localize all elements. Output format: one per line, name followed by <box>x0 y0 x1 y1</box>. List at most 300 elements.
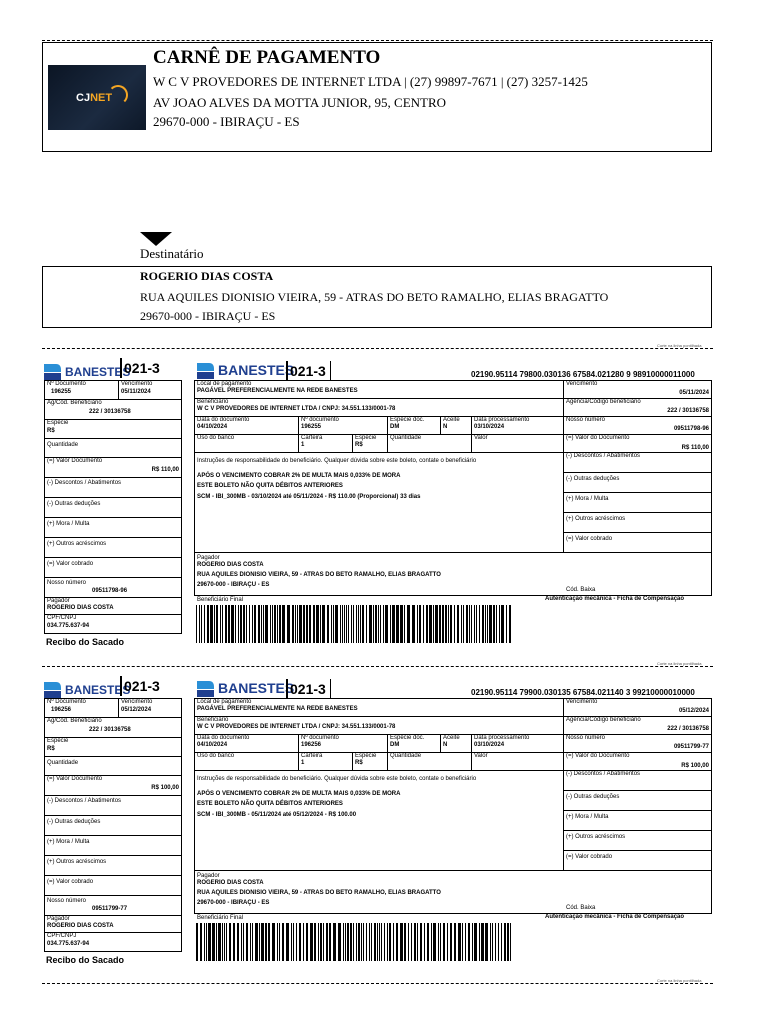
barcode-bar <box>485 923 488 961</box>
barcode-bar <box>270 605 271 643</box>
barcode-bar <box>343 923 344 961</box>
currency <box>352 752 388 771</box>
label: (-) Outras deduções <box>566 794 620 800</box>
barcode-bar <box>474 605 475 643</box>
label: Valor <box>474 435 488 441</box>
label: Aceite <box>443 735 460 741</box>
barcode-bar <box>299 605 302 643</box>
deductions <box>563 790 712 811</box>
barcode-bar <box>313 605 315 643</box>
barcode-bar <box>356 605 357 643</box>
instruction-line: APÓS O VENCIMENTO COBRAR 2% DE MULTA MAIS 0,033% DE MORA <box>197 473 401 479</box>
barcode-bar <box>499 605 500 643</box>
barcode-bar <box>471 605 472 643</box>
barcode-bar <box>457 605 459 643</box>
bank-code: 021-3 <box>286 361 331 381</box>
barcode-bar <box>255 923 258 961</box>
recipient-box <box>42 266 712 328</box>
barcode-bar <box>353 923 354 961</box>
barcode-bar <box>250 923 251 961</box>
barcode-bar <box>404 605 405 643</box>
barcode-bar <box>331 605 332 643</box>
barcode-bar <box>204 605 205 643</box>
barcode-bar <box>465 923 466 961</box>
barcode-bar <box>438 923 439 961</box>
barcode-bar <box>235 605 236 643</box>
due-date <box>563 698 712 717</box>
barcode-bar <box>366 605 367 643</box>
payer <box>194 552 712 596</box>
barcode-bar <box>458 923 461 961</box>
discounts <box>563 452 712 473</box>
barcode-bar <box>411 923 412 961</box>
label: (=) Valor Documento <box>47 776 103 782</box>
barcode-bar <box>252 605 253 643</box>
issuer-header <box>42 42 712 152</box>
document-number <box>298 734 388 753</box>
receipt-additions <box>44 855 182 876</box>
receipt-currency <box>44 419 182 439</box>
barcode-bar <box>369 605 372 643</box>
barcode-bar <box>204 923 205 961</box>
label: Agência/Código beneficiário <box>566 717 641 723</box>
instructions <box>194 452 564 553</box>
payer-address: RUA AQUILES DIONISIO VIEIRA, 59 - ATRAS DO BETO RAMALHO, ELIAS BRAGATTO <box>197 572 441 578</box>
receipt-cpf <box>44 932 182 952</box>
value: R$ 100,00 <box>681 763 709 769</box>
barcode-bar <box>351 605 352 643</box>
barcode-bar <box>207 605 209 643</box>
portfolio <box>298 752 353 771</box>
barcode-bar <box>272 923 275 961</box>
barcode-bar <box>295 605 296 643</box>
barcode-bar <box>462 923 463 961</box>
barcode-bar <box>424 923 425 961</box>
barcode-bar <box>265 923 267 961</box>
label: Data do documento <box>197 735 250 741</box>
label: (+) Mora / Multa <box>47 839 90 845</box>
barcode-bar <box>485 605 486 643</box>
barcode-bar <box>216 605 218 643</box>
barcode-bar <box>417 605 418 643</box>
label: (-) Descontos / Abatimentos <box>566 453 641 459</box>
barcode-bar <box>454 605 455 643</box>
barcode-bar <box>306 605 308 643</box>
beneficiary <box>194 716 564 735</box>
barcode-bar <box>282 605 285 643</box>
company-city: 29670-000 - IBIRAÇU - ES <box>153 114 300 129</box>
barcode-bar <box>292 605 294 643</box>
barcode-bar <box>431 923 432 961</box>
document-value <box>563 752 712 771</box>
barcode-bar <box>208 923 211 961</box>
barcode-bar <box>342 605 343 643</box>
receipt-quantity <box>44 438 182 458</box>
label: (-) Outras deduções <box>566 476 620 482</box>
barcode-bar <box>463 605 464 643</box>
label: Nº Documento <box>47 699 86 705</box>
barcode-bar <box>201 605 202 643</box>
our-number <box>563 734 712 753</box>
barcode-bar <box>426 605 428 643</box>
payment-coupon-1 <box>0 343 768 658</box>
additions <box>563 512 712 533</box>
label: Quantidade <box>390 435 422 441</box>
barcode-bar <box>448 605 449 643</box>
barcode-bar <box>381 923 382 961</box>
barcode-bar <box>496 605 497 643</box>
value: ROGERIO DIAS COSTA <box>47 923 114 929</box>
value: 222 / 30136758 <box>667 408 709 414</box>
payment-coupon-2 <box>0 661 768 976</box>
barcode-bar <box>385 605 388 643</box>
barcode-bar <box>501 923 502 961</box>
barcode-bar <box>383 605 384 643</box>
label: (-) Descontos / Abatimentos <box>47 480 122 486</box>
barcode-bar <box>340 605 341 643</box>
label: Vencimento <box>121 699 153 705</box>
amount-charged <box>563 532 712 553</box>
barcode-bar <box>246 923 248 961</box>
cut-label: Corte na linha pontilhada <box>657 661 702 666</box>
due-date <box>563 380 712 399</box>
instruction-line: SCM - IBI_300MB - 03/10/2024 até 05/11/2024 - R$ 110.00 (Proporcional) 33 dias <box>197 494 421 500</box>
document-type <box>387 416 441 435</box>
cut-line-top <box>42 40 713 41</box>
barcode-bar <box>243 605 245 643</box>
label: Nosso número <box>566 417 606 423</box>
label: Quantidade <box>47 442 79 448</box>
value: 05/12/2024 <box>678 708 709 714</box>
barcode-bar <box>263 605 264 643</box>
receipt-quantity <box>44 756 182 776</box>
banestes-logo-icon <box>42 680 62 700</box>
bank-logo <box>42 360 131 382</box>
label: Vencimento <box>566 699 598 705</box>
barcode-bar <box>420 923 422 961</box>
receipt-doc-number <box>44 698 119 718</box>
barcode-bar <box>371 923 372 961</box>
cut-line <box>42 666 713 667</box>
label: Pagador <box>47 916 70 922</box>
penalty <box>563 810 712 831</box>
label: Data processamento <box>474 735 530 741</box>
label: Espécie doc. <box>390 417 425 423</box>
label: (-) Outras deduções <box>47 819 101 825</box>
quantity <box>387 434 472 453</box>
receipt-due-date <box>118 698 182 718</box>
label: Nosso número <box>47 580 87 586</box>
barcode-bar <box>293 923 294 961</box>
label: Nº documento <box>301 417 339 423</box>
barcode-bar <box>212 923 215 961</box>
instruction-line: ESTE BOLETO NÃO QUITA DÉBITOS ANTERIORES <box>197 801 343 807</box>
barcode-bar <box>366 923 367 961</box>
bank-name: BANESTES <box>218 680 295 696</box>
recipient-city: 29670-000 - IBIRAÇU - ES <box>140 309 276 323</box>
label: Quantidade <box>390 753 422 759</box>
label: (+) Outros acréscimos <box>47 541 107 547</box>
barcode-bar <box>277 923 278 961</box>
value: W C V PROVEDORES DE INTERNET LTDA / CNPJ: 34.551.133/0001-78 <box>197 724 396 730</box>
barcode-bar <box>226 923 227 961</box>
label: Data processamento <box>474 417 530 423</box>
label: (+) Outros acréscimos <box>47 859 107 865</box>
barcode-bar <box>333 605 334 643</box>
barcode-bar <box>469 605 470 643</box>
label: Beneficiário <box>197 717 229 723</box>
value: R$ 100,00 <box>151 785 179 791</box>
label: Nosso número <box>566 735 606 741</box>
barcode-bar <box>347 923 349 961</box>
label: (=) Valor do Documento <box>566 753 630 759</box>
value: 222 / 30136758 <box>89 409 131 415</box>
barcode-bar <box>303 923 304 961</box>
barcode-bar <box>282 923 284 961</box>
down-arrow-icon <box>140 232 172 246</box>
label: (=) Valor cobrado <box>566 536 613 542</box>
digitable-line: 02190.95114 79900.030135 67584.021140 3 99210000010000 <box>471 688 695 697</box>
barcode-bar <box>287 605 290 643</box>
value: 04/10/2024 <box>197 742 228 748</box>
barcode-bar <box>487 605 488 643</box>
barcode-bar <box>327 605 329 643</box>
barcode-bar <box>268 923 270 961</box>
bank-use <box>194 752 299 771</box>
final-beneficiary-label: Beneficiário Final <box>197 915 244 921</box>
barcode-bar <box>440 923 441 961</box>
barcode-bar <box>404 923 406 961</box>
instructions-label: Instruções de responsabilidade do beneficiário. Qualquer dúvida sobre este boleto, contate o beneficiário <box>197 458 477 464</box>
label: (=) Valor cobrado <box>47 879 94 885</box>
barcode-bar <box>419 605 421 643</box>
receipt-doc-number <box>44 380 119 400</box>
barcode-bar <box>363 923 364 961</box>
additions <box>563 830 712 851</box>
value: 196255 <box>301 424 322 430</box>
label: Pagador <box>197 555 220 561</box>
label: (+) Mora / Multa <box>566 814 609 820</box>
value: 05/11/2024 <box>121 389 151 395</box>
barcode-bar <box>316 605 319 643</box>
barcode-bar <box>222 605 223 643</box>
barcode-bar <box>433 605 434 643</box>
label: CPF/CNPJ <box>47 615 77 621</box>
barcode-bar <box>291 923 292 961</box>
receipt-payer <box>44 915 182 933</box>
value: 196255 <box>51 389 72 395</box>
cut-line <box>42 348 713 349</box>
document-date <box>194 734 299 753</box>
value: 196256 <box>51 707 72 713</box>
barcode-bar <box>454 923 456 961</box>
bank-code: 021-3 <box>120 358 160 378</box>
portfolio <box>298 434 353 453</box>
bank-use <box>194 434 299 453</box>
processing-date <box>471 416 564 435</box>
label: Valor <box>474 753 488 759</box>
barcode-bar <box>261 605 262 643</box>
label: Pagador <box>47 598 70 604</box>
value: R$ 110,00 <box>151 467 179 473</box>
barcode-bar <box>374 923 376 961</box>
barcode-bar <box>228 605 230 643</box>
label: (+) Mora / Multa <box>47 521 90 527</box>
barcode-bar <box>510 923 511 961</box>
barcode-bar <box>344 605 345 643</box>
label: (-) Descontos / Abatimentos <box>47 798 122 804</box>
barcode-bar <box>501 605 504 643</box>
label: Agência/Código beneficiário <box>566 399 641 405</box>
value: R$ <box>47 746 55 752</box>
cut-label: Corte na linha pontilhada <box>657 978 702 983</box>
banestes-logo-icon <box>195 679 215 699</box>
barcode-bar <box>506 605 507 643</box>
barcode-bar <box>412 605 415 643</box>
barcode-bar <box>439 605 441 643</box>
label: Ag/Cód. Beneficiário <box>47 718 102 724</box>
bank-name: BANESTES <box>65 365 131 379</box>
value: 09511798-96 <box>92 588 128 594</box>
recipient-label: Destinatário <box>140 246 204 261</box>
barcode-bar <box>495 923 496 961</box>
receipt-charged <box>44 875 182 896</box>
agency-code <box>563 716 712 735</box>
barcode <box>196 923 514 961</box>
barcode-bar <box>196 923 198 961</box>
barcode-bar <box>442 605 444 643</box>
barcode-bar <box>504 923 506 961</box>
barcode-bar <box>338 923 341 961</box>
barcode-bar <box>360 605 361 643</box>
instruction-line: SCM - IBI_300MB - 05/11/2024 até 05/12/2024 - R$ 100.00 <box>197 812 357 818</box>
cut-line-bottom <box>42 983 713 984</box>
barcode-bar <box>450 605 452 643</box>
barcode-bar <box>238 605 239 643</box>
barcode-bar <box>466 605 468 643</box>
receipt-charged <box>44 557 182 578</box>
barcode-bar <box>233 923 235 961</box>
page-title: CARNÊ DE PAGAMENTO <box>153 47 381 68</box>
label: Ag/Cód. Beneficiário <box>47 400 102 406</box>
barcode-bar <box>237 923 239 961</box>
label: (=) Valor cobrado <box>47 561 94 567</box>
barcode-bar <box>387 923 388 961</box>
receipt-our-number <box>44 577 182 598</box>
barcode-bar <box>390 605 391 643</box>
barcode-bar <box>423 605 424 643</box>
receipt-deductions <box>44 497 182 518</box>
document-date <box>194 416 299 435</box>
cod-baixa-label: Cód. Baixa <box>566 905 596 911</box>
barcode-bar <box>489 605 492 643</box>
instructions-label: Instruções de responsabilidade do beneficiário. Qualquer dúvida sobre este boleto, contate o beneficiário <box>197 776 477 782</box>
label: Nosso número <box>47 898 87 904</box>
receipt-penalty <box>44 517 182 538</box>
label: Data do documento <box>197 417 250 423</box>
barcode-bar <box>297 605 298 643</box>
barcode-bar <box>299 923 301 961</box>
barcode-bar <box>490 923 491 961</box>
barcode-bar <box>435 605 438 643</box>
receipt-doc-value <box>44 457 182 478</box>
bank-code: 021-3 <box>120 676 160 696</box>
barcode-bar <box>199 605 200 643</box>
barcode-bar <box>252 923 253 961</box>
cod-baixa-label: Cód. Baixa <box>566 587 596 593</box>
payer-address: RUA AQUILES DIONISIO VIEIRA, 59 - ATRAS DO BETO RAMALHO, ELIAS BRAGATTO <box>197 890 441 896</box>
receipt-penalty <box>44 835 182 856</box>
label: Espécie <box>355 435 377 441</box>
barcode-bar <box>377 923 378 961</box>
barcode-bar <box>216 923 217 961</box>
barcode-bar <box>218 923 221 961</box>
barcode-bar <box>380 605 381 643</box>
barcode-bar <box>414 923 416 961</box>
bank-logo <box>195 677 295 699</box>
label: CPF/CNPJ <box>47 933 77 939</box>
barcode-bar <box>326 923 328 961</box>
barcode-bar <box>358 923 360 961</box>
barcode-bar <box>318 923 319 961</box>
receipt-cpf <box>44 614 182 634</box>
our-number <box>563 416 712 435</box>
instruction-line: ESTE BOLETO NÃO QUITA DÉBITOS ANTERIORES <box>197 483 343 489</box>
value: 1 <box>301 442 305 448</box>
value-field <box>471 752 564 771</box>
label: (+) Outros acréscimos <box>566 516 626 522</box>
company-address: AV JOAO ALVES DA MOTTA JUNIOR, 95, CENTRO <box>153 95 447 110</box>
barcode-bar <box>274 605 276 643</box>
banestes-logo-icon <box>195 361 215 381</box>
barcode-bar <box>498 923 499 961</box>
barcode-bar <box>389 923 391 961</box>
value: 05/12/2024 <box>121 707 152 713</box>
digitable-line: 02190.95114 79800.030136 67584.021280 9 98910000011000 <box>471 370 695 379</box>
value: DM <box>390 742 400 748</box>
barcode-bar <box>396 923 398 961</box>
amount-charged <box>563 850 712 871</box>
barcode-bar <box>479 923 480 961</box>
barcode <box>196 605 514 643</box>
barcode-bar <box>265 605 268 643</box>
barcode-bar <box>433 923 436 961</box>
label: Uso do banco <box>197 435 235 441</box>
barcode-bar <box>206 923 207 961</box>
barcode-bar <box>373 605 374 643</box>
document-value <box>563 434 712 453</box>
barcode-bar <box>261 923 264 961</box>
value: 222 / 30136758 <box>89 727 131 733</box>
barcode-bar <box>231 605 234 643</box>
bank-name: BANESTES <box>65 683 131 697</box>
barcode-bar <box>408 923 409 961</box>
barcode-bar <box>369 923 370 961</box>
barcode-bar <box>481 923 484 961</box>
payer-name: ROGERIO DIAS COSTA <box>197 562 264 568</box>
barcode-bar <box>361 923 362 961</box>
barcode-bar <box>356 923 357 961</box>
barcode-bar <box>445 605 447 643</box>
barcode-bar <box>279 605 281 643</box>
receipt-discounts <box>44 795 182 816</box>
barcode-bar <box>224 923 225 961</box>
barcode-bar <box>353 605 354 643</box>
document-type <box>387 734 441 753</box>
label: Pagador <box>197 873 220 879</box>
barcode-bar <box>196 605 197 643</box>
barcode-bar <box>427 923 429 961</box>
